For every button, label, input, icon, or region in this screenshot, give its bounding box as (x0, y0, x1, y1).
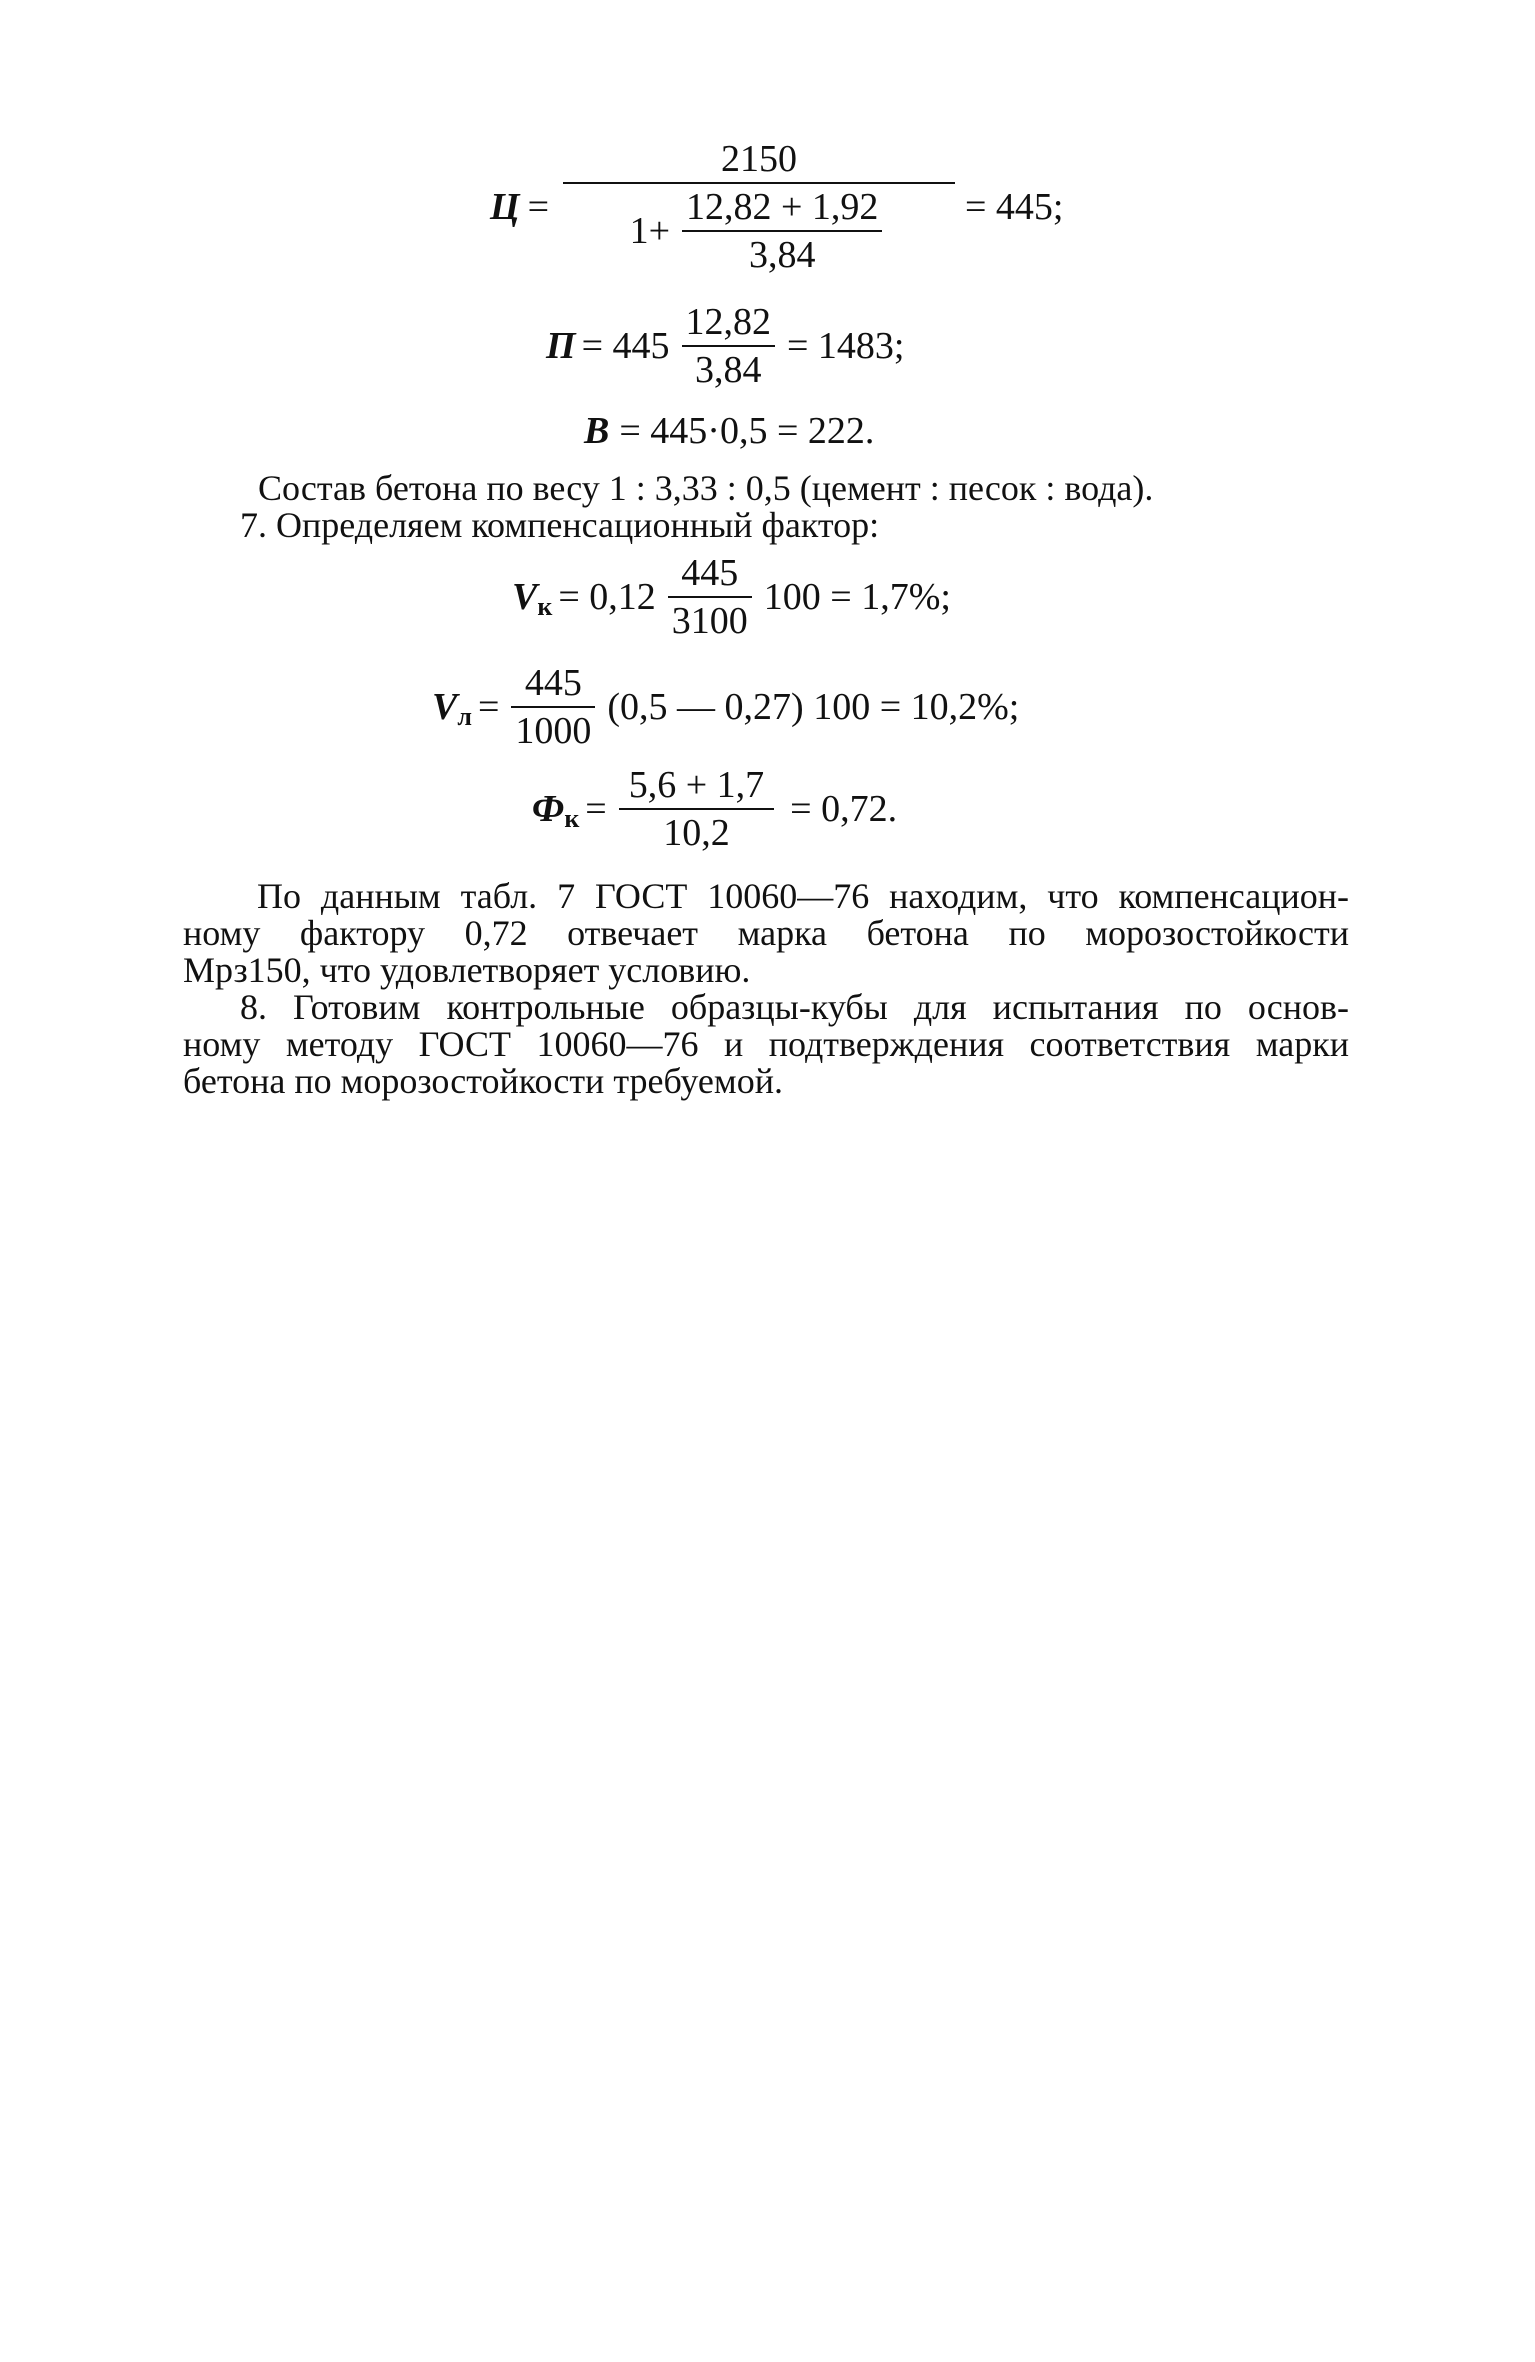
formula-sand-denominator: 3,84 (695, 349, 762, 391)
paragraph-table7-line-3: Мрз150, что удовлетворяет условию. (183, 950, 751, 990)
formula-vk-fraction (668, 554, 752, 640)
formula-vk (512, 554, 951, 640)
formula-vl-denominator: 1000 (515, 710, 592, 752)
formula-vl-result: (0,5 — 0,27) 100 = 10,2%; (607, 686, 1020, 728)
formula-cement-eq: = (527, 186, 549, 228)
formula-vk-eq: = 0,12 (558, 576, 656, 618)
formula-water (584, 412, 874, 450)
formula-fk-sub: к (564, 804, 580, 833)
formula-sand (546, 303, 905, 389)
paragraph-step8-line-1: 8. Готовим контрольные образцы-кубы для испытания по основ- (240, 987, 1349, 1027)
paragraph-table7 (183, 878, 1349, 989)
formula-sand-eq: = 445 (581, 325, 670, 367)
formula-fk-lhs: Ф (532, 788, 565, 830)
formula-cement (490, 140, 1064, 274)
formula-fk-bar (619, 808, 774, 810)
formula-water-lhs: В (584, 410, 610, 452)
formula-fk-eq: = (585, 788, 607, 830)
formula-vk-result: 100 = 1,7%; (763, 576, 951, 618)
formula-vl-sub: л (457, 702, 472, 731)
formula-sand-lhs: П (546, 325, 576, 367)
formula-cement-result: = 445; (965, 186, 1064, 228)
formula-fk-denominator: 10,2 (663, 812, 730, 854)
formula-vl-numerator: 445 (524, 662, 582, 704)
paragraph-table7-line-2: ному фактору 0,72 отвечает марка бетона по морозостойкости (183, 913, 1349, 953)
formula-water-rhs: = 445·0,5 = 222. (619, 410, 875, 452)
formula-vk-denominator: 3100 (671, 600, 748, 642)
formula-sand-numerator: 12,82 (685, 301, 771, 343)
formula-fk-numerator: 5,6 + 1,7 (628, 764, 765, 806)
formula-cement-fraction (563, 140, 955, 274)
formula-vk-lhs: V (512, 576, 538, 618)
formula-fk-result: = 0,72. (790, 788, 898, 830)
formula-cement-bar (563, 182, 955, 184)
step7-line (240, 507, 1040, 544)
paragraph-step8-line-3: бетона по морозостойкости требуемой. (183, 1061, 783, 1101)
formula-vl-fraction (511, 664, 595, 750)
formula-sand-result: = 1483; (787, 325, 905, 367)
formula-vl-bar (511, 706, 595, 708)
formula-vk-bar (668, 596, 752, 598)
formula-cement-inner-bar (682, 230, 882, 232)
formula-cement-denominator (626, 188, 893, 274)
step7-text: 7. Определяем компенсационный фактор: (240, 505, 880, 545)
formula-vl-lhs: V (432, 686, 458, 728)
paragraph-step8 (183, 989, 1349, 1100)
formula-cement-numerator: 2150 (721, 138, 797, 180)
formula-vl (432, 664, 1019, 750)
formula-vl-eq: = (477, 686, 500, 728)
formula-cement-inner-numerator: 12,82 + 1,92 (686, 186, 879, 228)
formula-cement-inner-fraction (682, 188, 882, 274)
formula-sand-fraction (682, 303, 776, 389)
formula-vk-numerator: 445 (681, 552, 739, 594)
formula-fk-fraction (619, 766, 774, 852)
formula-fk (532, 766, 897, 852)
formula-vk-sub: к (537, 592, 553, 621)
composition-line (258, 470, 1258, 507)
formula-sand-bar (682, 345, 776, 347)
formula-cement-lhs: Ц (490, 186, 520, 228)
formula-cement-den-prefix: 1+ (629, 210, 670, 252)
paragraph-table7-line-1: По данным табл. 7 ГОСТ 10060—76 находим, что компенсацион- (257, 876, 1349, 916)
composition-text: Состав бетона по весу 1 : 3,33 : 0,5 (цемент : песок : вода). (258, 468, 1154, 508)
formula-cement-inner-denominator: 3,84 (748, 234, 816, 276)
paragraph-step8-line-2: ному методу ГОСТ 10060—76 и подтверждения соответствия марки (183, 1024, 1349, 1064)
